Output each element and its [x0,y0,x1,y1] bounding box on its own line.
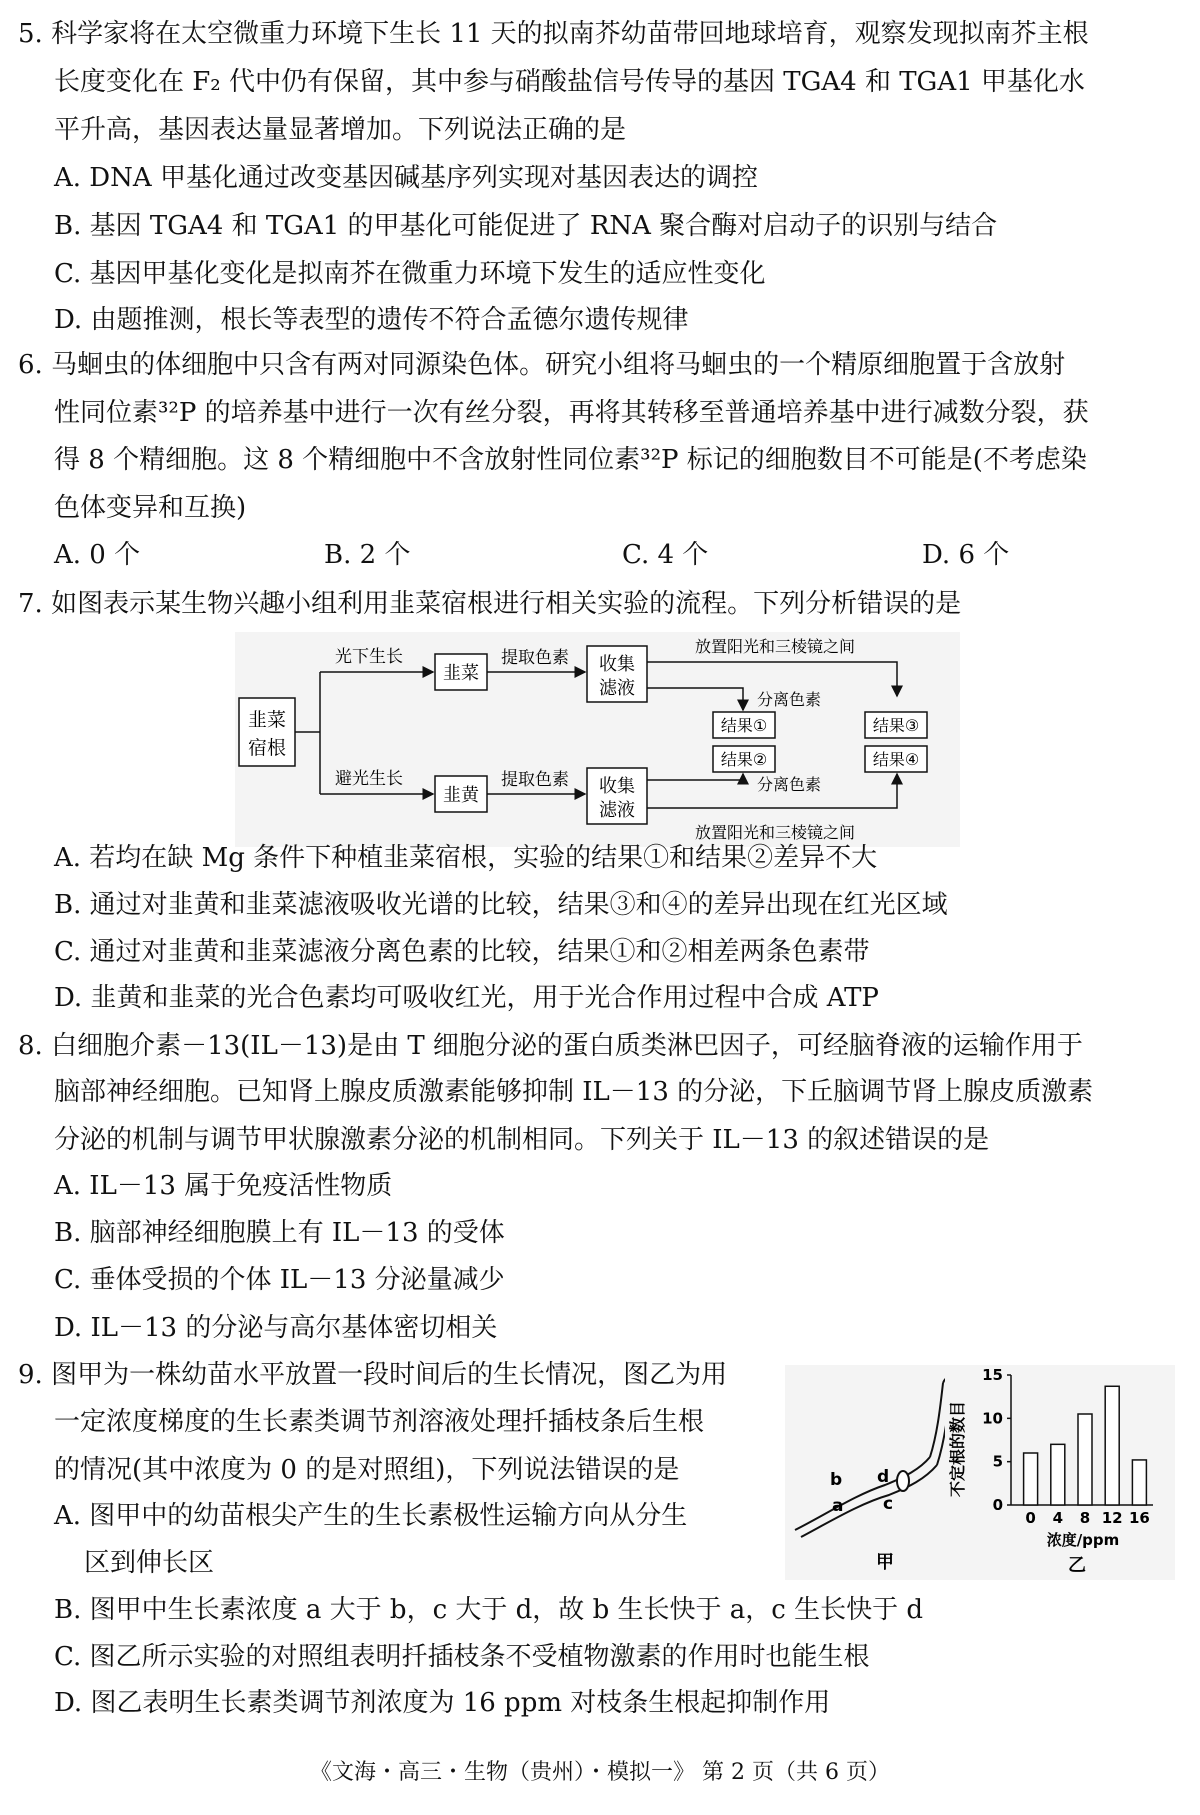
q9-stem-line3: 的情况(其中浓度为 0 的是对照组)，下列说法错误的是 [54,1455,680,1485]
caption-yi: 乙 [1068,1555,1086,1576]
q9-option-a-line2: 区到伸长区 [84,1548,215,1578]
label-a: a [832,1496,844,1516]
q9-option-d: D. 图乙表明生长素类调节剂浓度为 16 ppm 对枝条生根起抑制作用 [54,1688,831,1718]
q7-option-d: D. 韭黄和韭菜的光合色素均可吸收红光，用于光合作用过程中合成 ATP [54,983,879,1013]
x-tick-label: 4 [1052,1509,1064,1527]
q6-stem-line3: 得 8 个精细胞。这 8 个精细胞中不含放射性同位素³²P 标记的细胞数目不可能是(不考虑染 [54,445,1087,475]
q6-option-c: C. 4 个 [622,540,709,570]
caption-jia: 甲 [876,1552,894,1573]
extract-label-bottom: 提取色素 [501,770,569,790]
result-3: 结果③ [872,716,920,735]
label-c: c [883,1494,894,1514]
y-tick-label: 10 [982,1409,1003,1428]
q5-option-a: A. DNA 甲基化通过改变基因碱基序列实现对基因表达的调控 [54,163,758,193]
start-label-2: 宿根 [247,737,287,759]
y-tick-label: 0 [992,1496,1003,1514]
q5-option-d: D. 由题推测，根长等表型的遗传不符合孟德尔遗传规律 [54,305,689,335]
q5-option-b: B. 基因 TGA4 和 TGA1 的甲基化可能促进了 RNA 聚合酶对启动子的识别与结合 [54,211,998,241]
q7-flow-diagram [235,632,960,847]
collect-bottom-2: 滤液 [599,800,635,821]
q5-stem-line1: 5. 科学家将在太空微重力环境下生长 11 天的拟南芥幼苗带回地球培育，观察发现拟南芥主根 [18,19,1089,49]
bar-12 [1105,1386,1119,1505]
x-tick-label: 16 [1128,1509,1150,1527]
result-2: 结果② [720,750,768,769]
q9-stem-line2: 一定浓度梯度的生长素类调节剂溶液处理扦插枝条后生根 [54,1407,705,1437]
collect-top-1: 收集 [599,654,635,675]
prism-label-bottom: 放置阳光和三棱镜之间 [694,823,856,842]
yellow-leek-box: 韭黄 [443,785,479,806]
q7-stem: 7. 如图表示某生物兴趣小组利用韭菜宿根进行相关实验的流程。下列分析错误的是 [18,589,962,619]
collect-bottom-1: 收集 [599,776,635,797]
prism-label-top: 放置阳光和三棱镜之间 [694,637,856,656]
x-axis-label: 浓度/ppm [1046,1531,1120,1549]
leek-box: 韭菜 [443,663,479,684]
seed-icon [897,1471,909,1491]
q7-option-b: B. 通过对韭黄和韭菜滤液吸收光谱的比较，结果③和④的差异出现在红光区域 [54,890,948,920]
bar-16 [1132,1460,1146,1505]
q9-option-c: C. 图乙所示实验的对照组表明扦插枝条不受植物激素的作用时也能生根 [54,1642,870,1672]
label-b: b [830,1470,843,1490]
separate-label-top: 分离色素 [757,690,822,709]
q8-stem-line2: 脑部神经细胞。已知肾上腺皮质激素能够抑制 IL－13 的分泌，下丘脑调节肾上腺皮质激素 [54,1077,1094,1107]
q6-option-a: A. 0 个 [54,540,141,570]
q8-option-a: A. IL－13 属于免疫活性物质 [54,1171,393,1201]
dark-growth-label: 避光生长 [335,769,403,789]
label-d: d [877,1467,890,1487]
x-tick-label: 12 [1101,1509,1123,1527]
q5-option-c: C. 基因甲基化变化是拟南芥在微重力环境下发生的适应性变化 [54,259,766,289]
q8-option-c: C. 垂体受损的个体 IL－13 分泌量减少 [54,1265,505,1295]
q9-option-b: B. 图甲中生长素浓度 a 大于 b，c 大于 d，故 b 生长快于 a，c 生长快于 d [54,1595,923,1625]
bar-4 [1051,1444,1065,1505]
q6-options [54,535,1154,575]
result-4: 结果④ [872,750,920,769]
q7-option-a: A. 若均在缺 Mg 条件下种植韭菜宿根，实验的结果①和结果②差异不大 [54,843,878,873]
q5-stem-line3: 平升高，基因表达量显著增加。下列说法正确的是 [54,115,627,145]
q6-option-b: B. 2 个 [324,540,411,570]
collect-top-2: 滤液 [599,678,635,699]
q8-stem-line1: 8. 白细胞介素－13(IL－13)是由 T 细胞分泌的蛋白质类淋巴因子，可经脑脊液的运输作用于 [18,1031,1083,1061]
extract-label-top: 提取色素 [501,648,569,668]
y-tick-label: 15 [982,1366,1003,1384]
x-tick-label: 0 [1025,1509,1036,1527]
q6-stem-line1: 6. 马蛔虫的体细胞中只含有两对同源染色体。研究小组将马蛔虫的一个精原细胞置于含放射 [18,350,1066,380]
q6-stem-line2: 性同位素³²P 的培养基中进行一次有丝分裂，再将其转移至普通培养基中进行减数分裂，获 [54,398,1089,428]
light-growth-label: 光下生长 [335,647,403,667]
result-1: 结果① [720,716,768,735]
separate-label-bottom: 分离色素 [757,775,822,794]
q7-option-c: C. 通过对韭黄和韭菜滤液分离色素的比较，结果①和②相差两条色素带 [54,937,870,967]
bar-0 [1024,1453,1038,1505]
x-tick-label: 8 [1079,1509,1091,1527]
page-footer: 《文海・高三・生物（贵州）・模拟一》 第 2 页（共 6 页） [310,1760,890,1785]
figure-yi-chart [945,1365,1175,1580]
q6-stem-line4: 色体变异和互换) [54,493,247,523]
q9-stem-line1: 9. 图甲为一株幼苗水平放置一段时间后的生长情况，图乙为用 [18,1360,728,1390]
q8-option-d: D. IL－13 的分泌与高尔基体密切相关 [54,1313,498,1343]
q8-option-b: B. 脑部神经细胞膜上有 IL－13 的受体 [54,1218,505,1248]
q6-option-d: D. 6 个 [922,540,1010,570]
y-tick-label: 5 [992,1452,1003,1471]
bar-8 [1078,1414,1092,1505]
q5-stem-line2: 长度变化在 F₂ 代中仍有保留，其中参与硝酸盐信号传导的基因 TGA4 和 TGA1 甲基化水 [54,67,1085,97]
q9-option-a-line1: A. 图甲中的幼苗根尖产生的生长素极性运输方向从分生 [54,1501,688,1531]
start-label-1: 韭菜 [247,709,287,731]
q8-stem-line3: 分泌的机制与调节甲状腺激素分泌的机制相同。下列关于 IL－13 的叙述错误的是 [54,1125,990,1155]
y-axis-label: 不定根的数目 [948,1400,967,1498]
